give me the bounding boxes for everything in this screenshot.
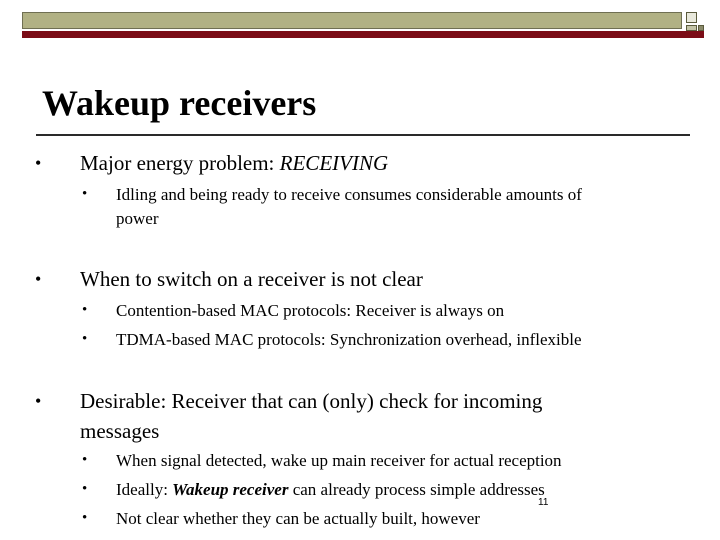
sub-bullet-text: Contention-based MAC protocols: Receiver is always on — [116, 301, 505, 320]
sub-bullet-text: Ideally: — [116, 480, 173, 499]
bullet-dot-icon: • — [35, 391, 42, 411]
bullet-dot-icon: • — [35, 269, 42, 289]
bullet-text: Major energy problem: — [80, 151, 280, 175]
bullet-emphasis: RECEIVING — [279, 151, 389, 175]
sub-bullet-dot-icon: • — [82, 452, 88, 468]
bullet-item — [35, 264, 423, 294]
sub-bullet-dot-icon: • — [82, 481, 88, 497]
sub-bullet-text: power — [116, 209, 159, 228]
bullet-text: messages — [80, 419, 160, 443]
sub-bullet-text: Not clear whether they can be actually built, however — [116, 509, 480, 528]
bullet-dot-icon: • — [35, 153, 42, 173]
sub-bullet-text: TDMA-based MAC protocols: Synchronization overhead, inflexible — [116, 330, 582, 349]
bullet-item — [35, 148, 389, 178]
sub-bullet-continuation — [116, 204, 158, 233]
slide-title: Wakeup receivers — [42, 83, 317, 123]
bullet-item — [35, 386, 543, 416]
bullet-text: When to switch on a receiver is not clear — [80, 267, 423, 291]
bullet-continuation — [80, 416, 159, 446]
sub-bullet-item — [82, 180, 582, 209]
page-number: 11 — [538, 497, 549, 508]
sub-bullet-dot-icon: • — [82, 510, 88, 526]
sub-bullet-item — [82, 296, 505, 325]
sub-bullet-text: Idling and being ready to receive consumes considerable amounts of — [116, 185, 582, 204]
sub-bullet-item — [82, 475, 545, 504]
sub-bullet-dot-icon: • — [82, 186, 88, 202]
sub-bullet-item — [82, 446, 562, 475]
sub-bullet-item — [82, 504, 480, 533]
sub-bullet-dot-icon: • — [82, 331, 88, 347]
sub-bullet-item — [82, 325, 582, 354]
sub-bullet-dot-icon: • — [82, 302, 88, 318]
bullet-text: Desirable: Receiver that can (only) check for incoming — [80, 389, 543, 413]
sub-bullet-emphasis: Wakeup receiver — [172, 480, 289, 499]
sub-bullet-text: can already process simple addresses — [288, 480, 545, 499]
sub-bullet-text: When signal detected, wake up main receiver for actual reception — [116, 451, 562, 470]
